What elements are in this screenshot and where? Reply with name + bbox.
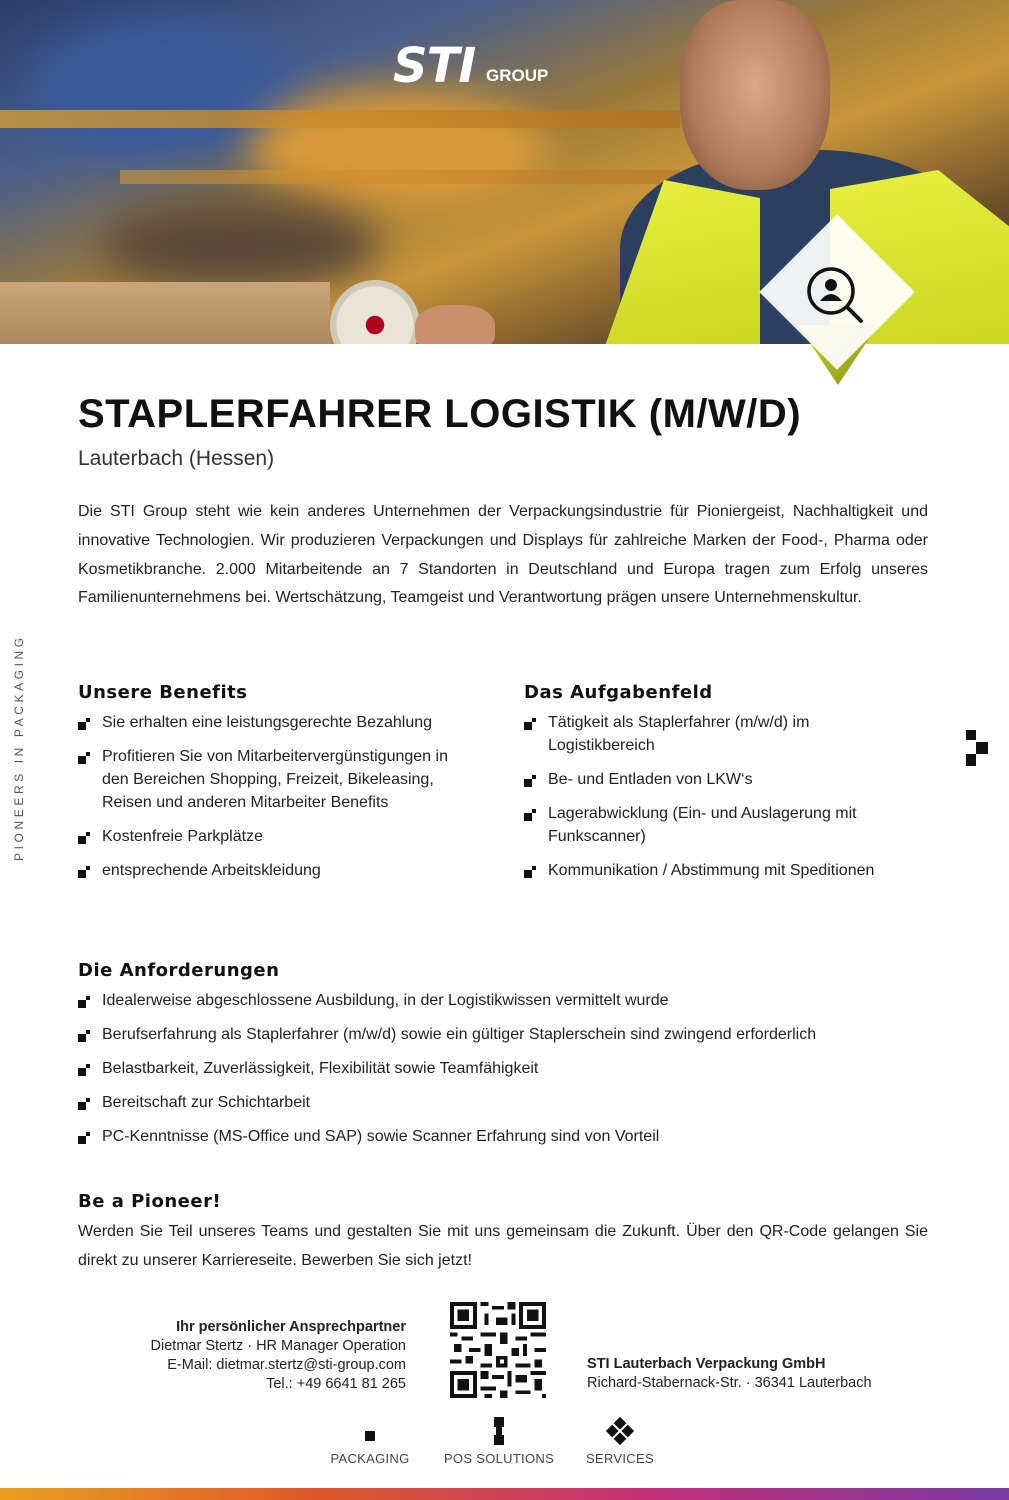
list-item: Idealerweise abgeschlossene Ausbildung, in der Logistikwissen vermittelt wurde	[78, 989, 938, 1012]
pos-solutions-label: POS SOLUTIONS	[443, 1451, 555, 1466]
footer-gradient-bar	[0, 1488, 1009, 1500]
contact-name: Dietmar Stertz · HR Manager Operation	[150, 1338, 406, 1354]
list-item: Kommunikation / Abstimmung mit Speditionen	[524, 859, 914, 882]
bullet-icon	[524, 866, 536, 878]
services-label: SERVICES	[586, 1451, 654, 1466]
bullet-icon	[78, 1030, 90, 1042]
list-item: Berufserfahrung als Staplerfahrer (m/w/d) sowie ein gültiger Staplerschein sind zwingend erforderlich	[78, 1023, 938, 1046]
list-item: Tätigkeit als Staplerfahrer (m/w/d) im Logistikbereich	[524, 711, 914, 757]
side-tagline: PIONEERS IN PACKAGING	[12, 634, 26, 862]
list-item: Sie erhalten eine leistungsgerechte Bezahlung	[78, 711, 478, 734]
list-item: entsprechende Arbeitskleidung	[78, 859, 478, 882]
list-item: Bereitschaft zur Schichtarbeit	[78, 1091, 938, 1114]
bullet-icon	[78, 1098, 90, 1110]
packaging-icon	[350, 1415, 390, 1451]
bullet-icon	[524, 809, 536, 821]
pos-solutions-item	[440, 1415, 558, 1466]
logo-main: STI	[393, 38, 476, 94]
bullet-icon	[78, 866, 90, 878]
sti-group-logo	[393, 38, 549, 94]
bullet-icon	[78, 1132, 90, 1144]
bullet-icon	[78, 996, 90, 1008]
packaging-item	[320, 1415, 420, 1466]
pixel-mark-icon	[966, 730, 988, 766]
person-search-icon	[803, 263, 867, 327]
list-item: Lagerabwicklung (Ein- und Auslagerung mit Funkscanner)	[524, 802, 914, 848]
company-name: STI Lauterbach Verpackung GmbH	[587, 1356, 826, 1372]
contact-email[interactable]: E-Mail: dietmar.stertz@sti-group.com	[167, 1357, 406, 1373]
career-search-badge	[760, 215, 915, 370]
job-location: Lauterbach (Hessen)	[78, 447, 275, 470]
list-item: Belastbarkeit, Zuverlässigkeit, Flexibilität sowie Teamfähigkeit	[78, 1057, 938, 1080]
job-title: STAPLERFAHRER LOGISTIK (M/W/D)	[78, 392, 802, 436]
tasks-title: Das Aufgabenfeld	[524, 682, 713, 703]
qr-code[interactable]	[450, 1302, 546, 1398]
company-address: Richard-Stabernack-Str. · 36341 Lauterbach	[587, 1375, 872, 1391]
list-item: Kostenfreie Parkplätze	[78, 825, 478, 848]
pioneer-paragraph: Werden Sie Teil unseres Teams und gestalten Sie mit uns gemeinsam die Zukunft. Über den QR-Code gelangen Sie direkt zu unserer Karriereseite. Bewerben Sie sich jetzt!	[78, 1223, 928, 1269]
services-icon	[600, 1415, 640, 1451]
benefits-title: Unsere Benefits	[78, 682, 248, 703]
pioneer-title: Be a Pioneer!	[78, 1191, 222, 1212]
pos-solutions-icon	[479, 1415, 519, 1451]
requirements-title: Die Anforderungen	[78, 960, 280, 981]
tasks-list	[524, 711, 914, 893]
benefits-list	[78, 711, 478, 893]
bullet-icon	[78, 1064, 90, 1076]
logo-sub: GROUP	[486, 66, 549, 85]
contact-heading: Ihr persönlicher Ansprechpartner	[176, 1319, 406, 1335]
bullet-icon	[524, 775, 536, 787]
bullet-icon	[78, 752, 90, 764]
requirements-list	[78, 989, 938, 1159]
bullet-icon	[78, 718, 90, 730]
intro-paragraph: Die STI Group steht wie kein anderes Unternehmen der Verpackungsindustrie für Pioniergeist, Nachhaltigkeit und innovative Technologien. Wir produzieren Verpackungen und Displays für zahlreiche Marken der Food-, Pharma oder Kosmetikbranche. 2.000 Mitarbeitende an 7 Standorten in Deutschland und Europa tragen zum Erfolg unseres Familienunternehmens bei. Wertschätzung, Teamgeist und Verantwortung prägen unsere Unternehmenskultur.	[78, 503, 928, 607]
contact-block	[100, 1318, 406, 1394]
list-item: Profitieren Sie von Mitarbeitervergünstigungen in den Bereichen Shopping, Freizeit, Bikeleasing, Reisen und anderen Mitarbeiter Benefits	[78, 745, 478, 814]
bullet-icon	[524, 718, 536, 730]
bullet-icon	[78, 832, 90, 844]
contact-phone[interactable]: Tel.: +49 6641 81 265	[266, 1376, 406, 1392]
list-item: PC-Kenntnisse (MS-Office und SAP) sowie Scanner Erfahrung sind von Vorteil	[78, 1125, 938, 1148]
services-item	[575, 1415, 665, 1466]
list-item: Be- und Entladen von LKW‘s	[524, 768, 914, 791]
packaging-label: PACKAGING	[330, 1451, 410, 1466]
company-block	[587, 1355, 872, 1393]
